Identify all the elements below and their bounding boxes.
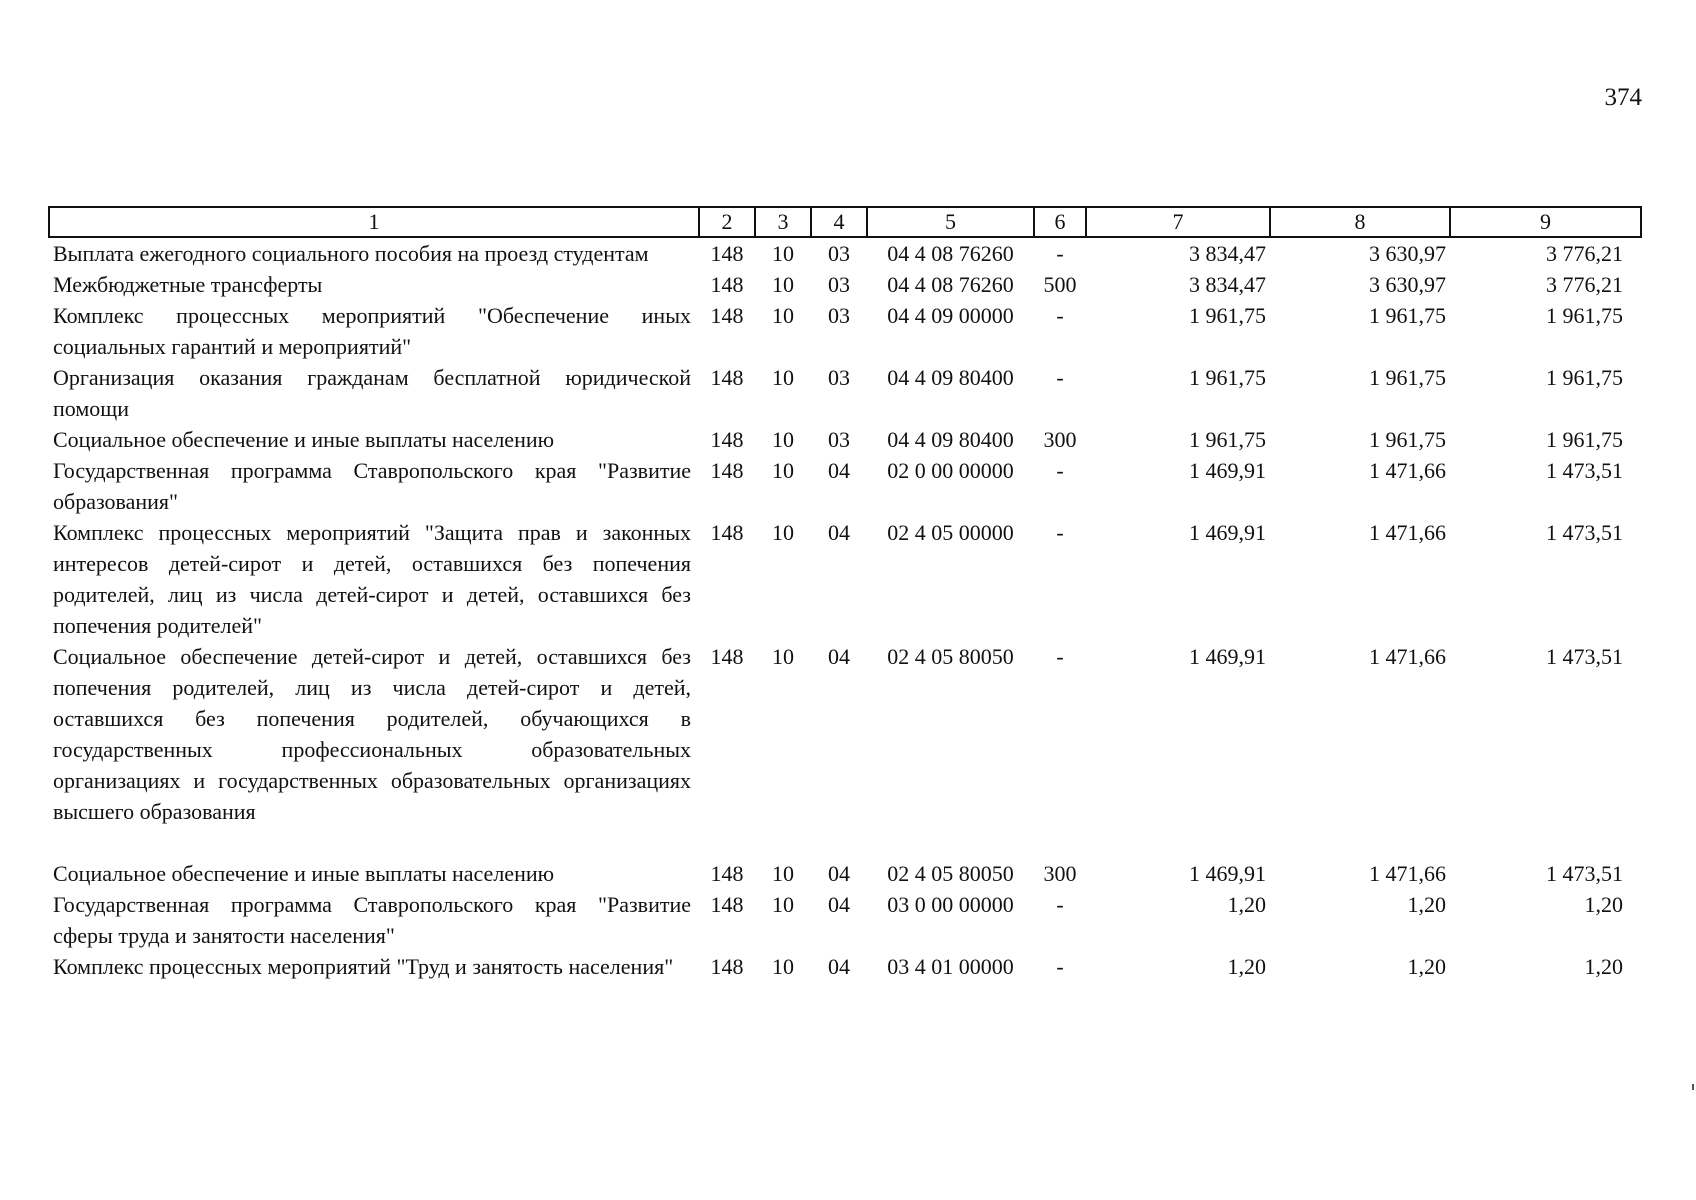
row-expense-type: 500	[1043, 272, 1077, 297]
column-header: 5	[867, 207, 1034, 237]
row-amount-8: 1,20	[1407, 954, 1446, 979]
row-subsection: 04	[828, 861, 850, 886]
row-amount-9: 1 473,51	[1546, 520, 1623, 545]
row-subsection: 03	[828, 365, 850, 390]
row-amount-7: 1,20	[1227, 892, 1266, 917]
row-amount-8: 1 961,75	[1369, 427, 1446, 452]
column-header: 6	[1034, 207, 1086, 237]
row-target: 04 4 09 80400	[887, 365, 1014, 390]
table-row	[49, 641, 1641, 827]
row-target: 04 4 09 00000	[887, 303, 1014, 328]
row-section: 10	[772, 520, 794, 545]
row-amount-9: 1 473,51	[1546, 458, 1623, 483]
column-header: 9	[1450, 207, 1641, 237]
page-number: 374	[1604, 84, 1642, 111]
row-name: Организация оказания гражданам бесплатной юридической помощи	[53, 365, 691, 421]
row-target: 02 0 00 00000	[887, 458, 1014, 483]
column-header: 1	[49, 207, 699, 237]
row-code: 148	[710, 241, 744, 266]
row-amount-7: 1 961,75	[1189, 303, 1266, 328]
row-target: 02 4 05 80050	[887, 644, 1014, 669]
row-code: 148	[710, 954, 744, 979]
row-amount-7: 1 961,75	[1189, 427, 1266, 452]
row-target: 02 4 05 00000	[887, 520, 1014, 545]
row-amount-8: 1 471,66	[1369, 644, 1446, 669]
row-name: Комплекс процессных мероприятий "Защита прав и законных интересов детей-сирот и детей, оставшихся без попечения родителей, лиц из числа детей-сирот и детей, оставшихся без попечения родителей"	[53, 520, 691, 638]
row-code: 148	[710, 520, 744, 545]
row-expense-type: 300	[1043, 427, 1077, 452]
row-section: 10	[772, 365, 794, 390]
table-row	[49, 237, 1641, 269]
table-header-row	[49, 207, 1641, 237]
row-subsection: 04	[828, 644, 850, 669]
table-row	[49, 269, 1641, 300]
row-name: Межбюджетные трансферты	[53, 272, 323, 297]
row-amount-7: 1 469,91	[1189, 644, 1266, 669]
budget-table	[48, 206, 1642, 982]
row-amount-7: 1 469,91	[1189, 458, 1266, 483]
row-expense-type: -	[1056, 241, 1064, 266]
table-row	[49, 455, 1641, 517]
row-section: 10	[772, 241, 794, 266]
row-amount-7: 3 834,47	[1189, 272, 1266, 297]
row-amount-8: 1 471,66	[1369, 458, 1446, 483]
table-row	[49, 424, 1641, 455]
row-amount-7: 1 469,91	[1189, 861, 1266, 886]
row-amount-9: 1 473,51	[1546, 861, 1623, 886]
column-header: 4	[811, 207, 867, 237]
row-name: Государственная программа Ставропольского края "Развитие образования"	[53, 458, 691, 514]
row-amount-8: 1 961,75	[1369, 365, 1446, 390]
row-target: 04 4 09 80400	[887, 427, 1014, 452]
row-code: 148	[710, 861, 744, 886]
table-row	[49, 951, 1641, 982]
spacer-cell	[49, 827, 1641, 858]
column-header: 8	[1270, 207, 1450, 237]
row-subsection: 03	[828, 241, 850, 266]
row-amount-9: 1 473,51	[1546, 644, 1623, 669]
row-section: 10	[772, 427, 794, 452]
row-amount-9: 1,20	[1584, 954, 1623, 979]
row-code: 148	[710, 644, 744, 669]
scan-edge-mark	[1692, 1084, 1694, 1090]
row-target: 04 4 08 76260	[887, 272, 1014, 297]
row-code: 148	[710, 458, 744, 483]
row-amount-9: 3 776,21	[1546, 272, 1623, 297]
row-target: 04 4 08 76260	[887, 241, 1014, 266]
row-section: 10	[772, 861, 794, 886]
row-expense-type: -	[1056, 365, 1064, 390]
row-expense-type: -	[1056, 303, 1064, 328]
row-target: 02 4 05 80050	[887, 861, 1014, 886]
row-subsection: 04	[828, 892, 850, 917]
table-row	[49, 858, 1641, 889]
column-header: 7	[1086, 207, 1270, 237]
row-amount-8: 1 471,66	[1369, 520, 1446, 545]
row-subsection: 04	[828, 520, 850, 545]
row-expense-type: -	[1056, 644, 1064, 669]
row-subsection: 03	[828, 427, 850, 452]
row-amount-8: 3 630,97	[1369, 272, 1446, 297]
row-amount-8: 3 630,97	[1369, 241, 1446, 266]
row-target: 03 4 01 00000	[887, 954, 1014, 979]
row-amount-9: 1 961,75	[1546, 427, 1623, 452]
row-amount-7: 1 961,75	[1189, 365, 1266, 390]
row-name: Комплекс процессных мероприятий "Труд и занятость населения"	[53, 954, 674, 979]
row-name: Государственная программа Ставропольского края "Развитие сферы труда и занятости населения"	[53, 892, 691, 948]
row-code: 148	[710, 365, 744, 390]
row-section: 10	[772, 303, 794, 328]
table-row	[49, 300, 1641, 362]
row-amount-8: 1,20	[1407, 892, 1446, 917]
row-subsection: 03	[828, 303, 850, 328]
row-name: Комплекс процессных мероприятий "Обеспечение иных социальных гарантий и мероприятий"	[53, 303, 691, 359]
row-amount-7: 1,20	[1227, 954, 1266, 979]
row-code: 148	[710, 892, 744, 917]
row-expense-type: -	[1056, 520, 1064, 545]
row-code: 148	[710, 427, 744, 452]
row-expense-type: -	[1056, 892, 1064, 917]
row-section: 10	[772, 272, 794, 297]
row-target: 03 0 00 00000	[887, 892, 1014, 917]
row-amount-9: 1,20	[1584, 892, 1623, 917]
row-code: 148	[710, 272, 744, 297]
table-row	[49, 889, 1641, 951]
row-amount-9: 1 961,75	[1546, 303, 1623, 328]
row-section: 10	[772, 458, 794, 483]
table-spacer-row	[49, 827, 1641, 858]
row-code: 148	[710, 303, 744, 328]
row-subsection: 04	[828, 458, 850, 483]
row-section: 10	[772, 644, 794, 669]
row-name: Социальное обеспечение и иные выплаты населению	[53, 861, 555, 886]
row-subsection: 04	[828, 954, 850, 979]
row-name: Социальное обеспечение детей-сирот и детей, оставшихся без попечения родителей, лиц из числа детей-сирот и детей, оставшихся без попечения родителей, обучающихся в государственных профессиональных образовательных организациях и государственных образовательных организациях высшего образования	[53, 644, 691, 824]
row-section: 10	[772, 892, 794, 917]
row-expense-type: -	[1056, 954, 1064, 979]
column-header: 2	[699, 207, 755, 237]
table-row	[49, 517, 1641, 641]
row-subsection: 03	[828, 272, 850, 297]
table-row	[49, 362, 1641, 424]
row-amount-9: 3 776,21	[1546, 241, 1623, 266]
row-name: Выплата ежегодного социального пособия на проезд студентам	[53, 241, 649, 266]
row-amount-8: 1 471,66	[1369, 861, 1446, 886]
row-amount-7: 3 834,47	[1189, 241, 1266, 266]
row-section: 10	[772, 954, 794, 979]
row-amount-9: 1 961,75	[1546, 365, 1623, 390]
row-name: Социальное обеспечение и иные выплаты населению	[53, 427, 555, 452]
row-amount-7: 1 469,91	[1189, 520, 1266, 545]
column-header: 3	[755, 207, 811, 237]
row-amount-8: 1 961,75	[1369, 303, 1446, 328]
row-expense-type: -	[1056, 458, 1064, 483]
row-expense-type: 300	[1043, 861, 1077, 886]
